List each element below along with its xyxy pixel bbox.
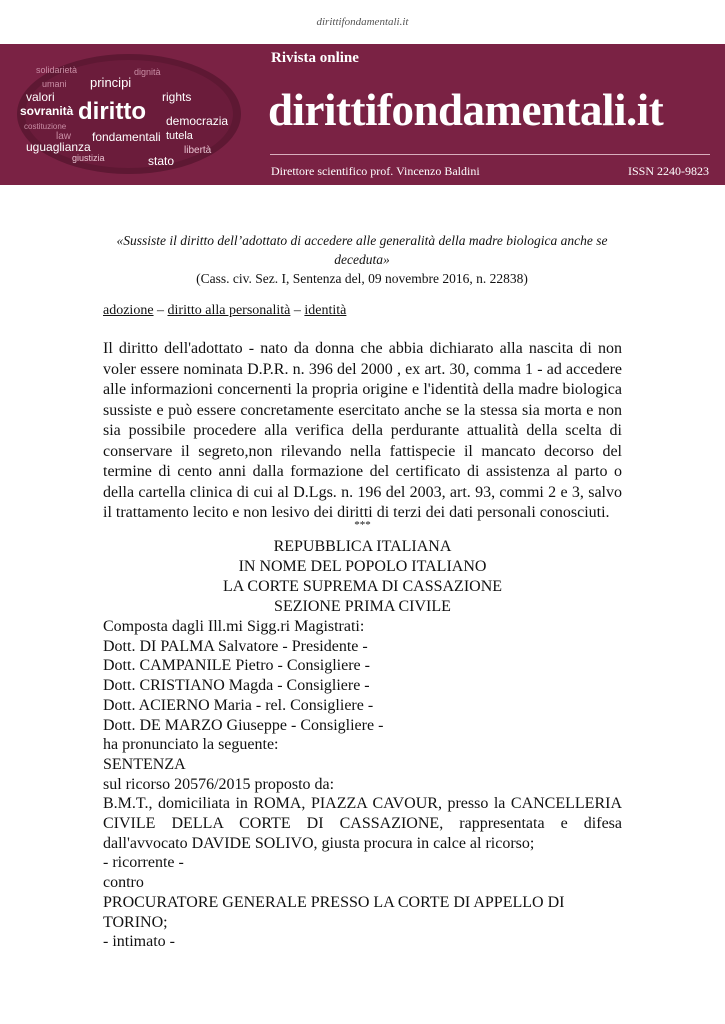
keyword-identita: identità xyxy=(304,303,347,318)
headnote-citation: (Cass. civ. Sez. I, Sentenza del, 09 novembre 2016, n. 22838) xyxy=(196,271,528,286)
keyword-adozione: adozione xyxy=(103,303,154,318)
composed-line: Composta dagli Ill.mi Sigg.ri Magistrati: xyxy=(103,618,365,635)
judgment-body xyxy=(103,617,622,952)
judge-line: Dott. CAMPANILE Pietro - Consigliere - xyxy=(103,657,370,675)
court-line-court: LA CORTE SUPREMA DI CASSAZIONE xyxy=(222,578,503,595)
site-url-header: dirittifondamentali.it xyxy=(316,16,409,28)
word-cloud-logo xyxy=(16,53,242,175)
contro-label: contro xyxy=(103,874,144,892)
cloud-word-13: law xyxy=(56,131,72,142)
keywords xyxy=(103,303,346,319)
keyword-separator: – xyxy=(290,303,305,318)
judge-line: Dott. ACIERNO Maria - rel. Consigliere - xyxy=(103,696,374,714)
journal-banner xyxy=(0,44,725,185)
banner-issn: ISSN 2240-9823 xyxy=(627,164,709,178)
headnote-quote: «Sussiste il diritto dell’adottato di accedere alle generalità della madre biologica anche se deceduta» xyxy=(116,233,608,267)
section-separator: *** xyxy=(354,519,371,531)
cloud-word-10: libertà xyxy=(184,145,212,156)
keyword-diritto-personalita: diritto alla personalità xyxy=(167,303,291,318)
cloud-word-1: principi xyxy=(90,75,132,90)
intimato-label: - intimato - xyxy=(103,933,175,951)
keyword-separator: – xyxy=(153,303,168,318)
cloud-word-3: sovranità xyxy=(20,104,74,118)
ricorrente-label: - ricorrente - xyxy=(103,854,184,872)
headnote xyxy=(103,231,621,288)
banner-director: Direttore scientifico prof. Vincenzo Baldini xyxy=(271,164,480,178)
court-line-people: IN NOME DEL POPOLO ITALIANO xyxy=(238,558,487,575)
cloud-word-5: rights xyxy=(162,90,192,104)
massima-paragraph: Il diritto dell'adottato - nato da donna che abbia dichiarato alla nascita di non voler essere nominata D.P.R. n. 396 del 2000 , ex art. 30, comma 1 - ad accedere alle informazioni concernenti la propria origine e l'identità della madre biologica sussiste e può essere concretamente esercitato anche se la stessa sia morta e non sia possibile procedere alla verifica della perdurante attualità della scelta di conservare il segreto,non rilevando nella fattispecie il mancato decorso del termine di cento anni dalla formazione del certificato di assistenza al parto o della cartella clinica di cui al D.Lgs. n. 196 del 2003, art. 93, commi 2 e 3, salvo il trattamento lecito e non lesivo dei diritti di terzi dei dati personali conosciuti. xyxy=(103,340,622,521)
pronounced-line: ha pronunciato la seguente: xyxy=(103,736,279,754)
cloud-word-11: giustizia xyxy=(72,153,105,163)
cloud-word-0: solidarietà xyxy=(36,65,78,75)
cloud-word-6: democrazia xyxy=(166,114,229,128)
banner-title: dirittifondamentali.it xyxy=(268,85,664,135)
cloud-word-8: uguaglianza xyxy=(26,140,91,154)
court-line-section: SEZIONE PRIMA CIVILE xyxy=(274,598,451,615)
procuratore-line: PROCURATORE GENERALE PRESSO LA CORTE DI APPELLO DI TORINO; xyxy=(103,893,565,931)
cloud-word-4: diritto xyxy=(78,98,146,125)
court-heading xyxy=(0,537,725,617)
judge-line: Dott. CRISTIANO Magda - Consigliere - xyxy=(103,677,370,695)
ricorso-line: sul ricorso 20576/2015 proposto da: xyxy=(103,775,335,793)
banner-divider xyxy=(270,154,710,155)
cloud-word-16: dignità xyxy=(134,67,161,77)
sentenza-label: SENTENZA xyxy=(103,755,186,773)
cloud-word-2: valori xyxy=(26,90,55,104)
cloud-word-15: umani xyxy=(42,79,67,89)
party-paragraph: B.M.T., domiciliata in ROMA, PIAZZA CAVOUR, presso la CANCELLERIA CIVILE DELLA CORTE DI CASSAZIONE, rappresentata e difesa dall'avvocato DAVIDE SOLIVO, giusta procura in calce al ricorso; xyxy=(103,795,622,852)
court-line-republic: REPUBBLICA ITALIANA xyxy=(273,538,452,555)
cloud-word-12: costituzione xyxy=(24,122,67,131)
banner-subtitle: Rivista online xyxy=(271,50,359,66)
judge-line: Dott. DI PALMA Salvatore - Presidente - xyxy=(103,637,368,655)
judge-line: Dott. DE MARZO Giuseppe - Consigliere - xyxy=(103,716,384,734)
cloud-word-9: stato xyxy=(148,154,175,168)
cloud-word-7: tutela xyxy=(166,130,193,142)
cloud-word-14: fondamentali xyxy=(92,130,161,144)
